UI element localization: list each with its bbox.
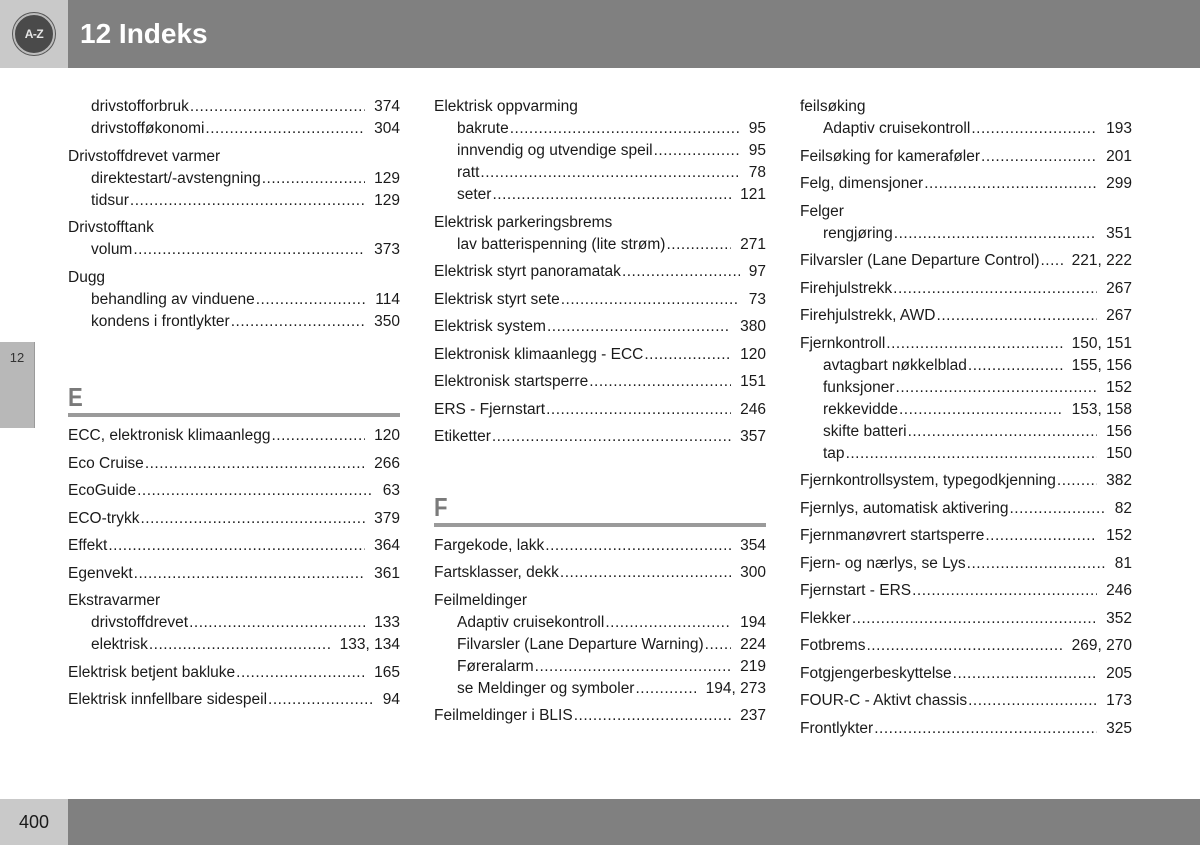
index-entry[interactable]: Felg, dimensjoner ..... 299 [800,173,1132,195]
index-entry[interactable]: lav batterispenning (lite strøm) ..... 271 [434,234,766,256]
index-entry[interactable]: Føreralarm ..... 219 [434,656,766,678]
index-entry[interactable]: Feilsøking for kameraføler ..... 201 [800,146,1132,168]
index-entry[interactable]: Elektrisk betjent bakluke ..... 165 [68,662,400,684]
index-entry[interactable]: Filvarsler (Lane Departure Control) ..... 221, 222 [800,250,1132,272]
index-heading: Elektrisk parkeringsbrems [434,213,613,231]
index-group [434,590,766,700]
index-entry[interactable]: rengjøring ..... 351 [800,223,1132,245]
index-entry[interactable]: Fjern- og nærlys, se Lys ..... 81 [800,553,1132,575]
index-entry[interactable]: kondens i frontlykter ..... 350 [68,311,400,333]
index-heading: Drivstoffdrevet varmer [68,147,221,165]
page-number: 400 [18,811,50,832]
index-group [434,212,766,256]
index-group [68,217,400,261]
chapter-tab-label: 12 [9,350,25,365]
index-entry[interactable]: direktestart/-avstengning ..... 129 [68,168,400,190]
index-entry[interactable]: Frontlykter ..... 325 [800,718,1132,740]
index-column-3 [800,96,1132,745]
index-entry[interactable]: volum ..... 373 [68,239,400,261]
index-entry[interactable]: se Meldinger og symboler ..... 194, 273 [434,678,766,700]
index-entry[interactable]: ERS - Fjernstart ..... 246 [434,399,766,421]
index-entry[interactable]: Fotbrems ..... 269, 270 [800,635,1132,657]
index-entry[interactable]: Adaptiv cruisekontroll ..... 193 [800,118,1132,140]
index-entry[interactable]: Adaptiv cruisekontroll ..... 194 [434,612,766,634]
index-heading: feilsøking [800,98,866,115]
index-heading: Ekstravarmer [68,592,161,609]
index-entry[interactable]: drivstofføkonomi ..... 304 [68,118,400,140]
index-entry[interactable]: Fotgjengerbeskyttelse ..... 205 [800,663,1132,685]
index-entry[interactable]: elektrisk ..... 133, 134 [68,634,400,656]
index-group [68,590,400,656]
index-group [68,96,400,140]
page-title: 12 Indeks [80,18,208,49]
index-entry[interactable]: behandling av vinduene ..... 114 [68,289,400,311]
a-z-index-icon [13,13,55,55]
index-entry[interactable]: Fjernkontroll ..... 150, 151 [800,333,1132,355]
a-z-icon-label: A-Z [24,27,44,41]
index-entry[interactable]: funksjoner ..... 152 [800,377,1132,399]
section-letter-f: F [434,491,448,522]
index-entry[interactable]: innvendig og utvendige speil ..... 95 [434,140,766,162]
index-entry[interactable]: avtagbart nøkkelblad ..... 155, 156 [800,355,1132,377]
index-group [800,96,1132,140]
index-entry[interactable]: Fargekode, lakk ..... 354 [434,535,766,557]
index-entry[interactable]: seter ..... 121 [434,184,766,206]
index-column-1 [68,96,400,717]
index-entry[interactable]: drivstoffdrevet ..... 133 [68,612,400,634]
index-group [68,146,400,212]
index-entry[interactable]: skifte batteri ..... 156 [800,421,1132,443]
header-bar [68,0,1200,68]
index-entry[interactable]: Egenvekt ..... 361 [68,563,400,585]
index-entry[interactable]: rekkevidde ..... 153, 158 [800,399,1132,421]
index-group [800,201,1132,245]
index-heading: Drivstofftank [68,219,154,236]
header-badge [0,0,68,68]
index-heading: Feilmeldinger [434,591,528,609]
index-entry[interactable]: Firehjulstrekk, AWD ..... 267 [800,305,1132,327]
index-entry[interactable]: Feilmeldinger i BLIS ..... 237 [434,705,766,727]
index-column-2 [434,96,766,733]
index-entry[interactable]: Elektronisk klimaanlegg - ECC ..... 120 [434,344,766,366]
section-divider [68,413,400,417]
index-heading: Felger [800,202,844,220]
section-letter-e: E [68,382,83,412]
index-entry[interactable]: ECC, elektronisk klimaanlegg ..... 120 [68,425,400,447]
index-entry[interactable]: tap ..... 150 [800,443,1132,465]
index-entry[interactable]: tidsur ..... 129 [68,190,400,212]
index-entry[interactable]: Elektronisk startsperre ..... 151 [434,371,766,393]
footer-bar [68,799,1200,845]
index-entry[interactable]: Flekker ..... 352 [800,608,1132,630]
index-group [800,333,1132,465]
index-entry[interactable]: Etiketter ..... 357 [434,426,766,448]
index-group [434,96,766,206]
index-entry[interactable]: Eco Cruise ..... 266 [68,453,400,475]
index-group [68,267,400,333]
index-entry[interactable]: Firehjulstrekk ..... 267 [800,278,1132,300]
index-entry[interactable]: Effekt ..... 364 [68,535,400,557]
index-entry[interactable]: Elektrisk system ..... 380 [434,316,766,338]
index-entry[interactable]: Elektrisk innfellbare sidespeil ..... 94 [68,689,400,711]
index-entry[interactable]: EcoGuide ..... 63 [68,480,400,502]
index-entry[interactable]: Elektrisk styrt panoramatak ..... 97 [434,261,766,283]
index-entry[interactable]: bakrute ..... 95 [434,118,766,140]
index-heading: Dugg [68,268,106,286]
index-entry[interactable]: drivstofforbruk ..... 374 [68,96,400,118]
footer-badge [0,799,68,845]
index-entry[interactable]: Fartsklasser, dekk ..... 300 [434,562,766,584]
index-entry[interactable]: FOUR-C - Aktivt chassis ..... 173 [800,690,1132,712]
index-entry[interactable]: Fjernlys, automatisk aktivering ..... 82 [800,498,1132,520]
index-entry[interactable]: ECO-trykk ..... 379 [68,508,400,530]
index-heading: Elektrisk oppvarming [434,98,578,115]
index-entry[interactable]: Elektrisk styrt sete ..... 73 [434,289,766,311]
index-entry[interactable]: Fjernmanøvrert startsperre ..... 152 [800,525,1132,547]
index-entry[interactable]: Filvarsler (Lane Departure Warning) ..... 224 [434,634,766,656]
chapter-tab[interactable] [0,342,35,428]
index-entry[interactable]: ratt ..... 78 [434,162,766,184]
index-entry[interactable]: Fjernkontrollsystem, typegodkjenning ..... 382 [800,470,1132,492]
section-divider [434,523,766,527]
index-entry[interactable]: Fjernstart - ERS ..... 246 [800,580,1132,602]
